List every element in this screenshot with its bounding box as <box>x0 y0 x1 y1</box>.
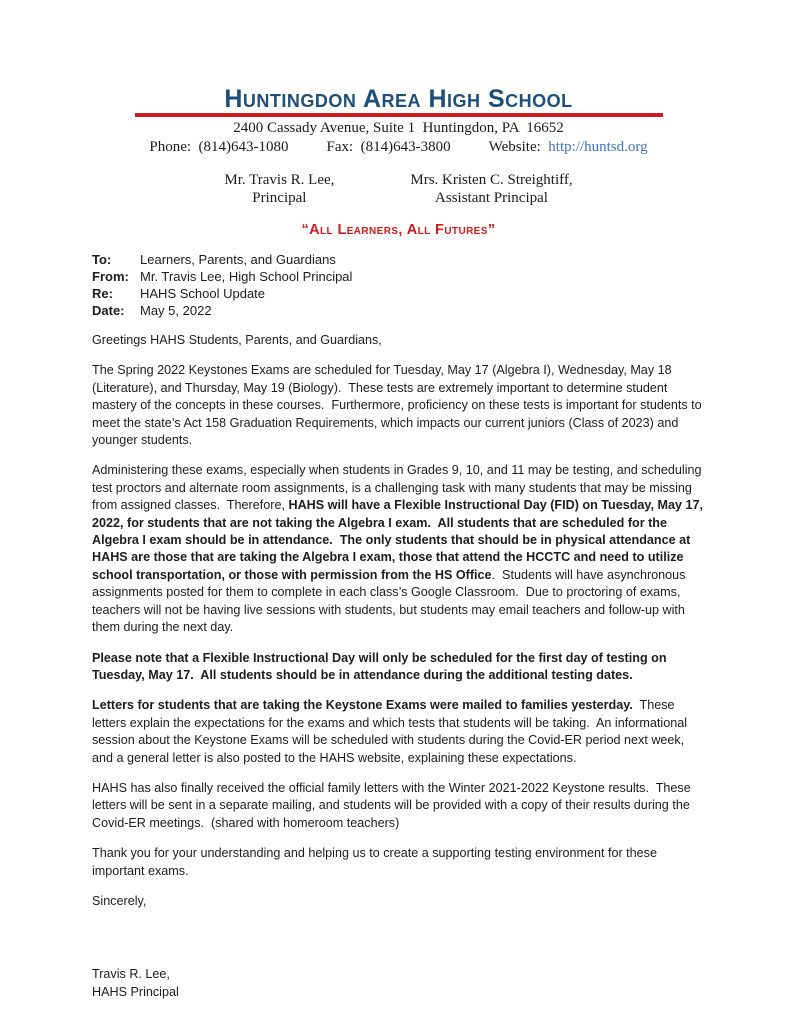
memo-value-re: HAHS School Update <box>140 286 266 301</box>
memo-header <box>92 251 705 319</box>
school-address: 2400 Cassady Avenue, Suite 1 Huntingdon, PA 16652 <box>233 120 564 136</box>
paragraph-letters-mailed: Letters for students that are taking the Keystone Exams were mailed to families yesterday. These letters explain the expectations for the exams and which tests that students will be taking. An informational session about the Keystone Exams will be scheduled with students during the Covid-ER period next week, and a general letter is also posted to the HAHS website, explaining these expectations. <box>92 698 691 765</box>
letter-body <box>92 332 705 1001</box>
website-link[interactable]: http://huntsd.org <box>548 139 648 155</box>
paragraph-thank-you: Thank you for your understanding and helping us to create a supporting testing environment for these important exams. <box>92 846 661 878</box>
principal-block <box>224 171 334 207</box>
fax-text: Fax: (814)643-3800 <box>326 139 451 155</box>
contact-line <box>92 139 705 156</box>
paragraph-fid-announcement: Administering these exams, especially when students in Grades 9, 10, and 11 may be testing, and scheduling test proctors and alternate room assignments, is a challenging task with many students that may be missing from assigned classes. Therefore, HAHS will have a Flexible Instructional Day (FID) on Tuesday, May 17, 2022, for students that are not taking the Algebra I exam. All students that are scheduled for the Algebra I exam should be in attendance. The only students that should be in physical attendance at HAHS are those that are taking the Algebra I exam, those that attend the HCCTC and need to utilize school transportation, or those with permission from the HS Office. Students will have asynchronous assignments posted for them to complete in each class’s Google Classroom. Due to proctoring of exams, teachers will not be having live sessions with students, but students may email teachers and follow-up with them during the next day. <box>92 463 707 635</box>
principals-block <box>92 171 705 207</box>
closing: Sincerely, <box>92 893 147 908</box>
assistant-principal-block <box>410 171 572 207</box>
assistant-principal-name: Mrs. Kristen C. Streightiff, <box>410 172 573 188</box>
memo-field-row <box>92 302 705 319</box>
memo-label-to: To: <box>92 252 112 267</box>
paragraph-winter-results: HAHS has also finally received the official family letters with the Winter 2021-2022 Keystone results. These letters will be sent in a separate mailing, and students will be provided with a copy of their results during the Covid-ER meetings. (shared with homeroom teachers) <box>92 780 695 830</box>
memo-label-re: Re: <box>92 286 113 301</box>
assistant-principal-title: Assistant Principal <box>435 190 548 206</box>
website-text <box>489 139 648 156</box>
signature-title: HAHS Principal <box>92 984 179 999</box>
memo-value-to: Learners, Parents, and Guardians <box>140 252 336 267</box>
phone-text: Phone: (814)643-1080 <box>149 139 289 155</box>
memo-label-from: From: <box>92 269 129 284</box>
signature-block <box>92 966 705 1001</box>
memo-field-row <box>92 251 705 268</box>
letterhead <box>92 86 705 238</box>
memo-value-from: Mr. Travis Lee, High School Principal <box>140 269 353 284</box>
greeting: Greetings HAHS Students, Parents, and Guardians, <box>92 333 382 347</box>
paragraph-keystone-schedule: The Spring 2022 Keystones Exams are scheduled for Tuesday, May 17 (Algebra I), Wednesday, May 18 (Literature), and Thursday, May 19 (Biology). These tests are extremely important to determine student mastery of the concepts in these courses. Furthermore, proficiency on these tests is important for students to meet the state’s Act 158 Graduation Requirements, which impacts our current juniors (Class of 2023) and younger students. <box>92 363 706 448</box>
website-label: Website: <box>488 139 549 155</box>
red-divider <box>135 113 663 117</box>
signature-name: Travis R. Lee, <box>92 967 170 982</box>
paragraph-fid-note: Please note that a Flexible Instructional Day will only be scheduled for the first day of testing on Tuesday, May 17. All students should be in attendance during the additional testing dates. <box>92 650 671 682</box>
memo-field-row <box>92 285 705 302</box>
school-name: Huntingdon Area High School <box>224 85 573 113</box>
memo-value-date: May 5, 2022 <box>140 303 212 318</box>
principal-name: Mr. Travis R. Lee, <box>224 172 335 188</box>
school-motto: “All Learners, All Futures” <box>301 222 496 238</box>
principal-title: Principal <box>252 190 307 206</box>
memo-field-row <box>92 268 705 285</box>
memo-label-date: Date: <box>92 303 125 318</box>
